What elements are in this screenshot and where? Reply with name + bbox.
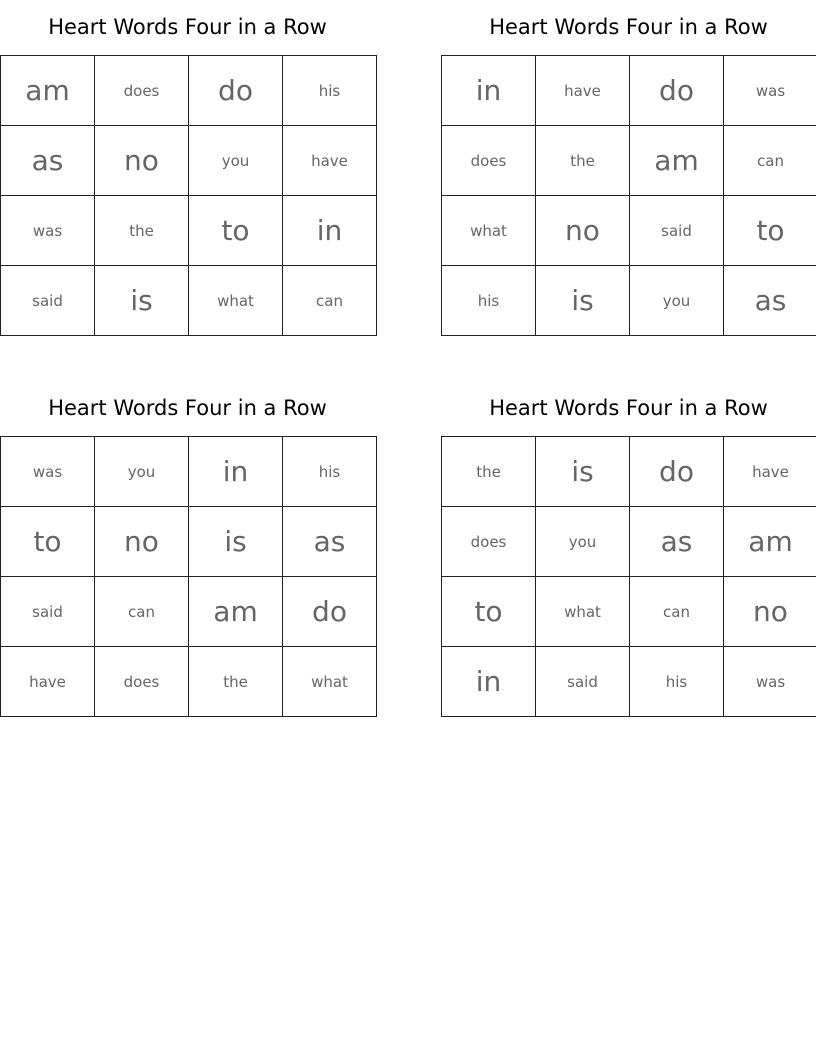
word-cell: do bbox=[283, 577, 377, 647]
word-cell: said bbox=[1, 266, 95, 336]
word-cell: what bbox=[189, 266, 283, 336]
word-cell: can bbox=[724, 126, 816, 196]
word-grid bbox=[0, 436, 377, 717]
bingo-card-2 bbox=[441, 0, 816, 317]
word-cell: the bbox=[189, 647, 283, 717]
word-cell: the bbox=[536, 126, 630, 196]
word-cell: was bbox=[1, 196, 95, 266]
word-cell: does bbox=[95, 56, 189, 126]
word-cell: in bbox=[283, 196, 377, 266]
word-cell: do bbox=[189, 56, 283, 126]
card-title: Heart Words Four in a Row bbox=[48, 15, 327, 39]
word-cell: his bbox=[630, 647, 724, 717]
word-cell: what bbox=[442, 196, 536, 266]
word-cell: have bbox=[1, 647, 95, 717]
word-cell: am bbox=[1, 56, 95, 126]
word-cell: the bbox=[442, 437, 536, 507]
grid-row bbox=[442, 266, 816, 336]
word-cell: is bbox=[95, 266, 189, 336]
word-cell: his bbox=[283, 437, 377, 507]
word-cell: was bbox=[724, 56, 816, 126]
word-cell: you bbox=[536, 507, 630, 577]
word-cell: have bbox=[536, 56, 630, 126]
word-cell: is bbox=[189, 507, 283, 577]
grid-row bbox=[442, 56, 816, 126]
word-cell: does bbox=[442, 507, 536, 577]
grid-row bbox=[442, 126, 816, 196]
bingo-card-3 bbox=[0, 381, 375, 691]
word-cell: to bbox=[724, 196, 816, 266]
word-cell: what bbox=[283, 647, 377, 717]
word-cell: to bbox=[189, 196, 283, 266]
grid-row bbox=[442, 437, 816, 507]
word-cell: can bbox=[630, 577, 724, 647]
grid-row bbox=[1, 196, 377, 266]
word-cell: the bbox=[95, 196, 189, 266]
word-cell: as bbox=[630, 507, 724, 577]
grid-row bbox=[1, 577, 377, 647]
word-cell: what bbox=[536, 577, 630, 647]
word-cell: to bbox=[442, 577, 536, 647]
word-cell: said bbox=[1, 577, 95, 647]
word-cell: no bbox=[724, 577, 816, 647]
word-grid bbox=[441, 436, 816, 717]
word-cell: as bbox=[724, 266, 816, 336]
word-cell: you bbox=[95, 437, 189, 507]
word-cell: his bbox=[283, 56, 377, 126]
word-cell: in bbox=[442, 647, 536, 717]
word-cell: as bbox=[1, 126, 95, 196]
grid-row bbox=[442, 507, 816, 577]
word-cell: can bbox=[95, 577, 189, 647]
word-cell: have bbox=[283, 126, 377, 196]
word-cell: his bbox=[442, 266, 536, 336]
word-cell: was bbox=[1, 437, 95, 507]
word-cell: does bbox=[442, 126, 536, 196]
bingo-card-4 bbox=[441, 381, 816, 698]
card-title: Heart Words Four in a Row bbox=[489, 396, 768, 420]
word-cell: said bbox=[536, 647, 630, 717]
word-cell: am bbox=[189, 577, 283, 647]
word-cell: do bbox=[630, 437, 724, 507]
word-grid bbox=[0, 55, 377, 336]
word-cell: as bbox=[283, 507, 377, 577]
grid-row bbox=[442, 196, 816, 266]
word-cell: no bbox=[536, 196, 630, 266]
word-cell: in bbox=[189, 437, 283, 507]
word-cell: is bbox=[536, 437, 630, 507]
word-cell: does bbox=[95, 647, 189, 717]
grid-row bbox=[1, 437, 377, 507]
word-cell: no bbox=[95, 507, 189, 577]
word-cell: do bbox=[630, 56, 724, 126]
word-cell: you bbox=[189, 126, 283, 196]
word-cell: can bbox=[283, 266, 377, 336]
word-cell: am bbox=[630, 126, 724, 196]
word-cell: am bbox=[724, 507, 816, 577]
word-grid bbox=[441, 55, 816, 336]
grid-row bbox=[442, 577, 816, 647]
word-cell: in bbox=[442, 56, 536, 126]
word-cell: have bbox=[724, 437, 816, 507]
word-cell: you bbox=[630, 266, 724, 336]
card-title: Heart Words Four in a Row bbox=[48, 396, 327, 420]
word-cell: said bbox=[630, 196, 724, 266]
word-cell: no bbox=[95, 126, 189, 196]
grid-row bbox=[442, 647, 816, 717]
grid-row bbox=[1, 56, 377, 126]
word-cell: to bbox=[1, 507, 95, 577]
card-title: Heart Words Four in a Row bbox=[489, 15, 768, 39]
grid-row bbox=[1, 647, 377, 717]
grid-row bbox=[1, 507, 377, 577]
grid-row bbox=[1, 126, 377, 196]
word-cell: was bbox=[724, 647, 816, 717]
bingo-card-1 bbox=[0, 0, 375, 317]
word-cell: is bbox=[536, 266, 630, 336]
grid-row bbox=[1, 266, 377, 336]
